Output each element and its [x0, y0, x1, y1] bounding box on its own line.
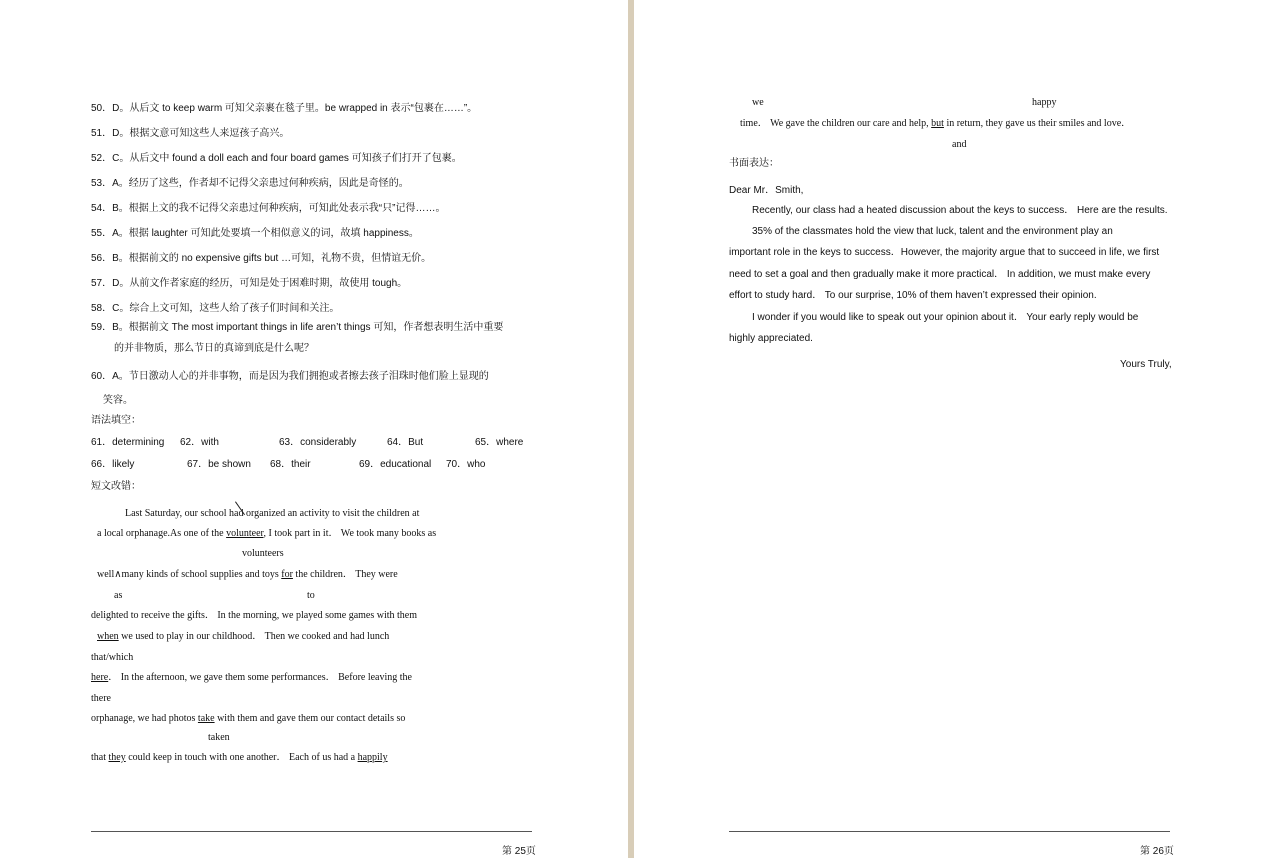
correction-fix: that/which	[91, 652, 134, 663]
grammar-answer: 67．be shown	[187, 459, 251, 470]
correction-fix: there	[91, 693, 111, 704]
answer-55: 55．A。根据 laughter 可知此处要填一个相似意义的词，故填 happiness。	[91, 228, 419, 239]
answer-59-line2: 的并非物质，那么节日的真谛到底是什么呢？	[114, 343, 314, 354]
right-page	[634, 0, 1261, 858]
page-number: 第 26页	[1140, 846, 1174, 857]
letter-paragraph: Recently, our class had a heated discussion about the keys to success． Here are the results.	[752, 205, 1168, 216]
answer-53: 53．A。经历了这些，作者却不记得父亲患过何种疾病，因此是奇怪的。	[91, 178, 409, 189]
correction-fix: we	[752, 97, 764, 108]
answer-57: 57．D。从前文作者家庭的经历，可知是处于困难时期，故使用 tough。	[91, 278, 408, 289]
answer-58: 58．C。综合上文可知，这些人给了孩子们时间和关注。	[91, 303, 340, 314]
grammar-answer: 64．But	[387, 437, 424, 448]
answer-60-line1: 60．A。节日激动人心的并非事物，而是因为我们拥抱或者擦去孩子泪珠时他们脸上显现的	[91, 371, 489, 382]
letter-closing: Yours Truly,	[1120, 359, 1172, 370]
page-number: 第 25页	[502, 846, 536, 857]
letter-paragraph: I wonder if you would like to speak out your opinion about it． Your early reply would be	[752, 312, 1139, 323]
correction-line: Last Saturday, our school had organized an activity to visit the children at	[125, 508, 420, 519]
letter-paragraph: effort to study hard． To our surprise, 10% of them haven’t expressed their opinion.	[729, 290, 1097, 301]
letter-paragraph: highly appreciated.	[729, 333, 813, 344]
correction-fix: and	[952, 139, 967, 150]
grammar-answer: 68．their	[270, 459, 311, 470]
correction-line: time． We gave the children our care and help, but in return, they gave us their smiles and love．	[740, 118, 1132, 129]
correction-fix: as	[114, 590, 123, 601]
answer-59-line1: 59．B。根据前文 The most important things in life aren’t things 可知，作者想表明生活中重要	[91, 322, 504, 333]
correction-line: here． In the afternoon, we gave them some performances． Before leaving the	[91, 672, 412, 683]
grammar-answer: 61．determining	[91, 437, 165, 448]
letter-paragraph: important role in the keys to success．However, the majority argue that to succeed in life, we first	[729, 247, 1160, 258]
writing-heading: 书面表达：	[729, 158, 779, 169]
correction-line: orphanage, we had photos take with them and gave them our contact details so	[91, 713, 406, 724]
letter-paragraph: 35% of the classmates hold the view that luck, talent and the environment play an	[752, 226, 1113, 237]
footer-rule	[729, 831, 1170, 832]
correction-fix: volunteers	[242, 548, 284, 559]
answer-54: 54．B。根据上文的我不记得父亲患过何种疾病，可知此处表示我“只”记得……。	[91, 203, 446, 214]
correction-fix: happy	[1032, 97, 1057, 108]
answer-51: 51．D。根据文意可知这些人来逗孩子高兴。	[91, 128, 290, 139]
correction-line: well∧many kinds of school supplies and toys for the children． They were	[97, 569, 398, 580]
correction-line: when we used to play in our childhood． Then we cooked and had lunch	[97, 631, 390, 642]
footer-rule	[91, 831, 532, 832]
left-page	[0, 0, 628, 858]
answer-50: 50．D。从后文 to keep warm 可知父亲裹在毯子里。be wrapped in 表示“包裹在……”。	[91, 103, 478, 114]
grammar-heading: 语法填空：	[91, 415, 141, 426]
answer-60-line2: 笑容。	[103, 395, 133, 406]
correction-fix: taken	[208, 732, 230, 743]
letter-salutation: Dear Mr．Smith,	[729, 185, 804, 196]
grammar-answer: 62．with	[180, 437, 219, 448]
answer-56: 56．B。根据前文的 no expensive gifts but …可知，礼物不贵，但情谊无价。	[91, 253, 432, 264]
correction-line: delighted to receive the gifts． In the morning, we played some games with them	[91, 610, 418, 621]
answer-52: 52．C。从后文中 found a doll each and four board games 可知孩子们打开了包裹。	[91, 153, 462, 164]
grammar-answer: 66．likely	[91, 459, 135, 470]
correction-line: that they could keep in touch with one another． Each of us had a happily	[91, 752, 388, 763]
correction-line: a local orphanage.As one of the volunteer, I took part in it． We took many books as	[97, 528, 437, 539]
correction-fix: to	[307, 590, 315, 601]
grammar-answer: 63．considerably	[279, 437, 357, 448]
grammar-answer: 69．educational	[359, 459, 432, 470]
grammar-answer: 65．where	[475, 437, 524, 448]
letter-paragraph: need to set a goal and then gradually make it more practical． In addition, we must make every	[729, 269, 1151, 280]
grammar-answer: 70．who	[446, 459, 486, 470]
correction-heading: 短文改错：	[91, 481, 141, 492]
